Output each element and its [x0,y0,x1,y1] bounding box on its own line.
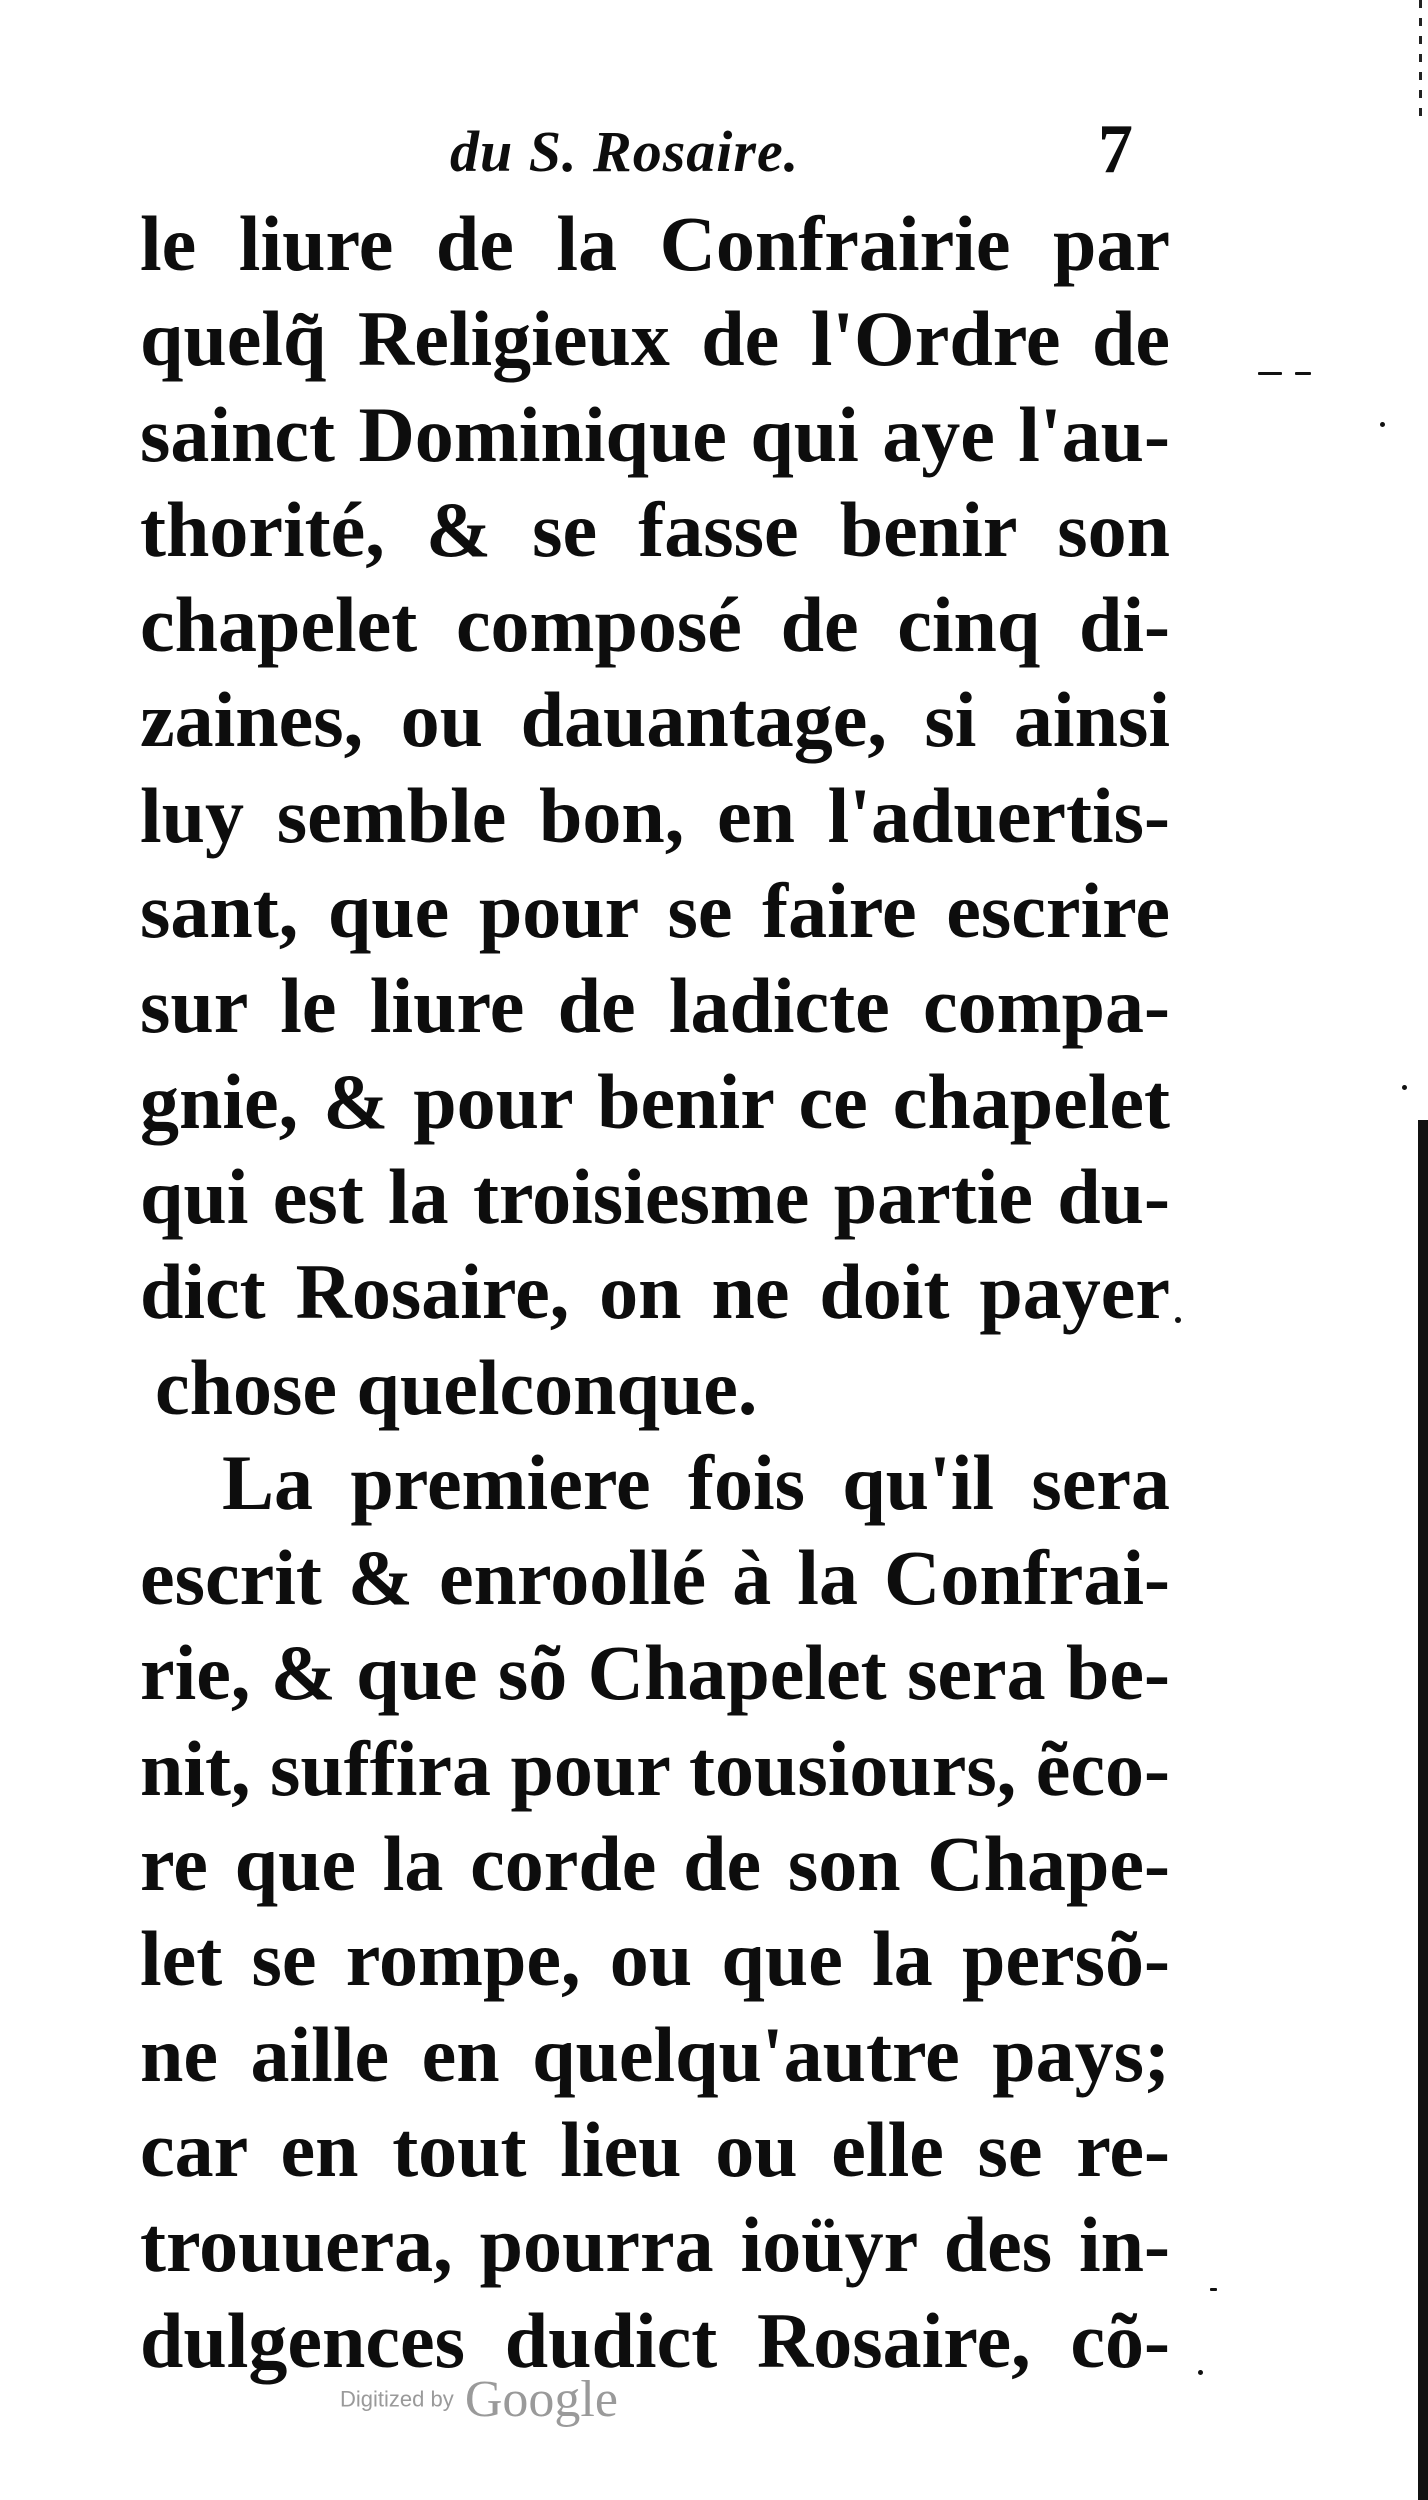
text-line: sur le liure de ladicte compa- [140,962,1170,1050]
body-text [140,196,1170,2388]
text-line-paragraph-start: La premiere fois qu'il sera [222,1438,1170,1526]
scan-speck [1258,372,1282,375]
scan-edge-marks [1419,0,1422,120]
text-line: gnie, & pour benir ce chapelet [140,1057,1170,1145]
text-line: quelq̃ Religieux de l'Ordre de [140,295,1170,383]
text-line: zaines, ou dauantage, si ainsi [140,676,1170,764]
scan-speck [1175,1317,1181,1323]
text-line: chapelet composé de cinq di- [140,581,1170,669]
watermark-prefix: Digitized by [340,2386,454,2412]
text-line: dict Rosaire, on ne doit payer [140,1248,1170,1336]
running-head: du S. Rosaire. [450,119,800,184]
text-line: sant, que pour se faire escrire [140,867,1170,955]
scan-edge-strip [1418,1120,1428,2500]
scan-speck [1210,2288,1217,2291]
text-line: rie, & que sõ Chapelet sera be- [140,1629,1170,1717]
text-line: qui est la troisiesme partie du- [140,1152,1170,1240]
text-line: le liure de la Confrairie par [140,200,1170,287]
scan-speck [1198,2370,1203,2375]
digitized-by-google-watermark [340,2370,618,2429]
text-line: luy semble bon, en l'aduertis- [140,771,1170,859]
text-line: nit, suffira pour tousiours, ẽco- [140,1724,1170,1812]
page-number: 7 [1098,111,1133,188]
text-line-paragraph-end: chose quelconque. [155,1343,758,1431]
scan-speck [1402,1085,1407,1090]
text-line: dulgences dudict Rosaire, cõ- [140,2296,1170,2384]
text-line: escrit & enroollé à la Confrai- [140,1534,1170,1622]
scan-speck [1295,372,1311,375]
text-line: let se rompe, ou que la persõ- [140,1915,1170,2003]
text-line: thorité, & se fasse benir son [140,485,1170,573]
text-line: car en tout lieu ou elle se re- [140,2105,1170,2193]
google-logo: Google [464,2371,618,2428]
text-line: re que la corde de son Chape- [140,1820,1170,1908]
text-line: sainct Dominique qui aye l'au- [140,390,1170,478]
text-line: trouuera, pourra ioüyr des in- [140,2201,1170,2289]
text-line: ne aille en quelqu'autre pays; [140,2010,1170,2098]
scan-speck [1380,422,1385,427]
